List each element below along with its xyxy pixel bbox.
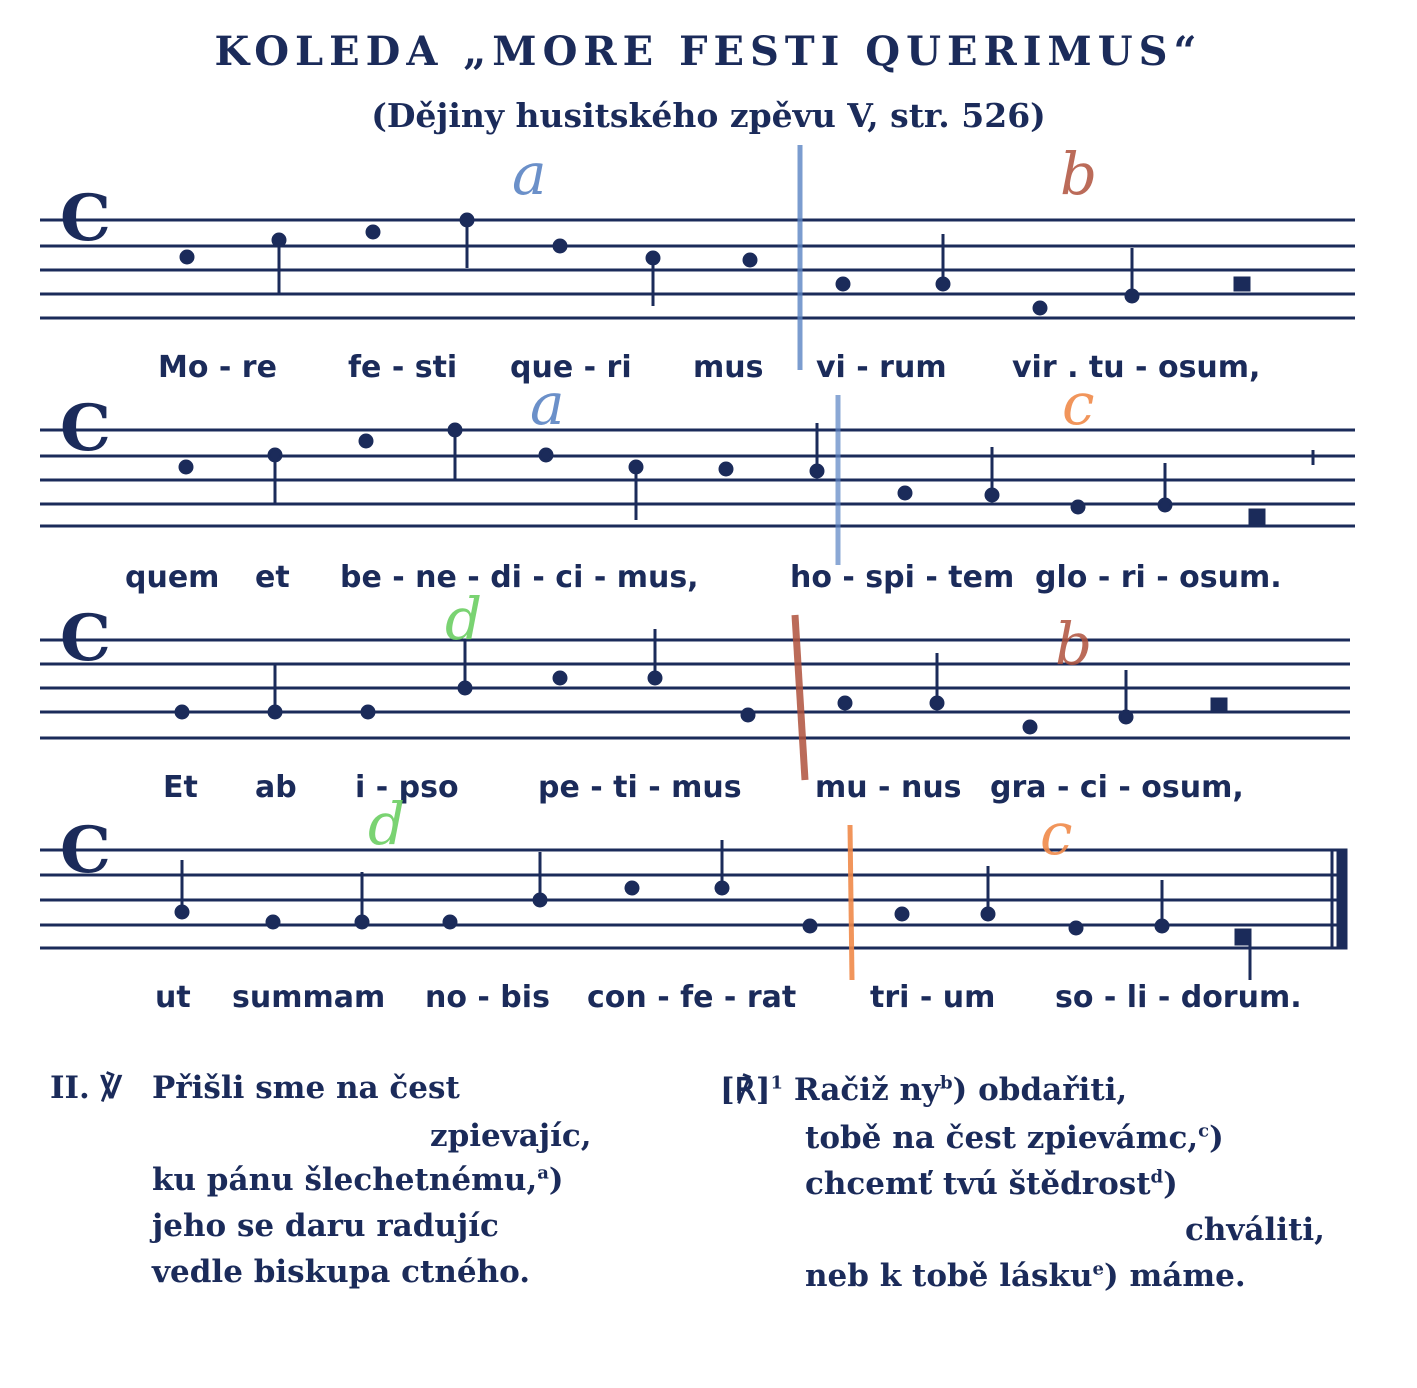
clef-c: C [60,391,111,466]
syllable: mu - nus [815,770,962,805]
syllable: fe - sti [348,350,458,385]
annotation-b: b [1060,140,1098,208]
syllable: summam [232,980,386,1015]
clef-c: C [60,181,111,256]
syllable: ho - spi - tem [790,560,1015,595]
syllable: vir . tu - osum, [1012,350,1261,385]
syllable: so - li - dorum. [1055,980,1302,1015]
syllable: pe - ti - mus [538,770,742,805]
verse-right-line: [℟]$^1$ Račiž $ny^b$) obdařiti, [720,1072,1128,1108]
syllable: con - fe - rat [587,980,797,1015]
syllable: quem [125,560,220,595]
verse-right-line: neb k tobě lásku$^e$) máme. [805,1258,1246,1294]
syllable: Et [163,770,198,805]
annotation-a: a [530,370,565,438]
syllable: be - ne - di - ci - mus, [340,560,699,595]
verse-line: vedle biskupa ctného. [152,1254,531,1290]
syllable: mus [693,350,764,385]
clef-c: C [60,813,111,888]
verse-line: Přišli sme na čest [152,1070,460,1106]
annotation-b: b [1055,610,1093,678]
syllable: vi - rum [816,350,947,385]
page-subtitle: (Dějiny husitského zpěvu V, str. 526) [371,96,1046,135]
clef-c: C [60,601,111,676]
syllable: Mo - re [158,350,277,385]
verse-right-line: tobě na čest zpievámc,$^c$) [805,1120,1224,1156]
syllable: no - bis [425,980,550,1015]
syllable: i - pso [355,770,459,805]
syllable: que - ri [510,350,632,385]
verse-line: jeho se daru radujíc [152,1208,499,1244]
page-title: KOLEDA „MORE FESTI QUERIMUS“ [214,28,1203,75]
syllable: glo - ri - osum. [1035,560,1282,595]
annotation-c: c [1040,800,1073,868]
annotation-a: a [512,140,547,208]
annotation-c: c [1062,370,1095,438]
verse-line: ku pánu šlechetnému,$^a$) [152,1162,564,1198]
verse-right-line: chváliti, [1185,1212,1325,1248]
syllable: ut [155,980,191,1015]
syllable: gra - ci - osum, [990,770,1244,805]
verse-left-label: II. ℣ [50,1070,122,1106]
verse-line: zpievajíc, [430,1118,592,1154]
verse-right-line: chcemť tvú štědrost$^d$) [805,1166,1178,1202]
syllable: et [255,560,290,595]
syllable: ab [255,770,297,805]
annotation-d: d [445,585,483,653]
annotation-d: d [368,790,406,858]
syllable: tri - um [870,980,996,1015]
